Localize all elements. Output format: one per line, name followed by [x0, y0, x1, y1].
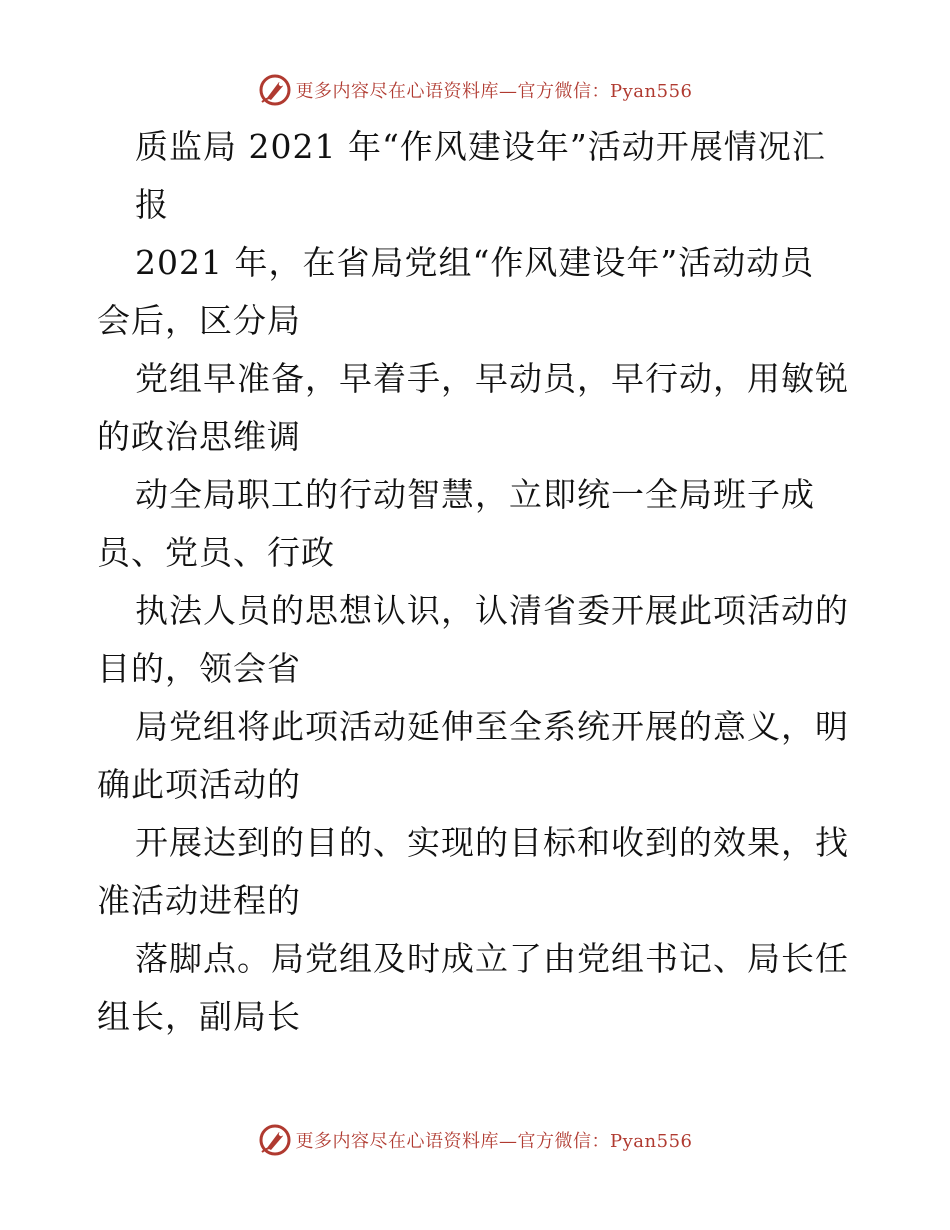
pen-nib-logo-icon	[258, 1123, 292, 1157]
text-line: 会后，区分局	[97, 301, 301, 340]
text-line: 目的，领会省	[97, 649, 301, 688]
text-line: 2021 年，在省局党组“作风建设年”活动动员	[135, 243, 815, 282]
text-line: 落脚点。局党组及时成立了由党组书记、局长任	[135, 939, 849, 978]
text-line: 员、党员、行政	[97, 533, 335, 572]
text-line: 组长，副局长	[97, 997, 301, 1036]
header-banner	[0, 70, 950, 110]
banner-text: 更多内容尽在心语资料库—官方微信：Pyan556	[295, 1131, 693, 1152]
text-line: 准活动进程的	[97, 881, 301, 920]
text-line: 确此项活动的	[97, 765, 301, 804]
text-line: 报	[135, 185, 169, 224]
text-line: 开展达到的目的、实现的目标和收到的效果，找	[135, 823, 849, 862]
document-body	[97, 118, 857, 1046]
text-line: 动全局职工的行动智慧，立即统一全局班子成	[135, 475, 815, 514]
footer-banner	[0, 1120, 950, 1160]
text-line: 的政治思维调	[97, 417, 301, 456]
text-line: 党组早准备，早着手，早动员，早行动，用敏锐	[135, 359, 849, 398]
text-line: 质监局 2021 年“作风建设年”活动开展情况汇	[135, 127, 826, 166]
text-line: 执法人员的思想认识，认清省委开展此项活动的	[135, 591, 849, 630]
banner-text: 更多内容尽在心语资料库—官方微信：Pyan556	[295, 81, 693, 102]
text-line: 局党组将此项活动延伸至全系统开展的意义，明	[135, 707, 849, 746]
pen-nib-logo-icon	[258, 73, 292, 107]
